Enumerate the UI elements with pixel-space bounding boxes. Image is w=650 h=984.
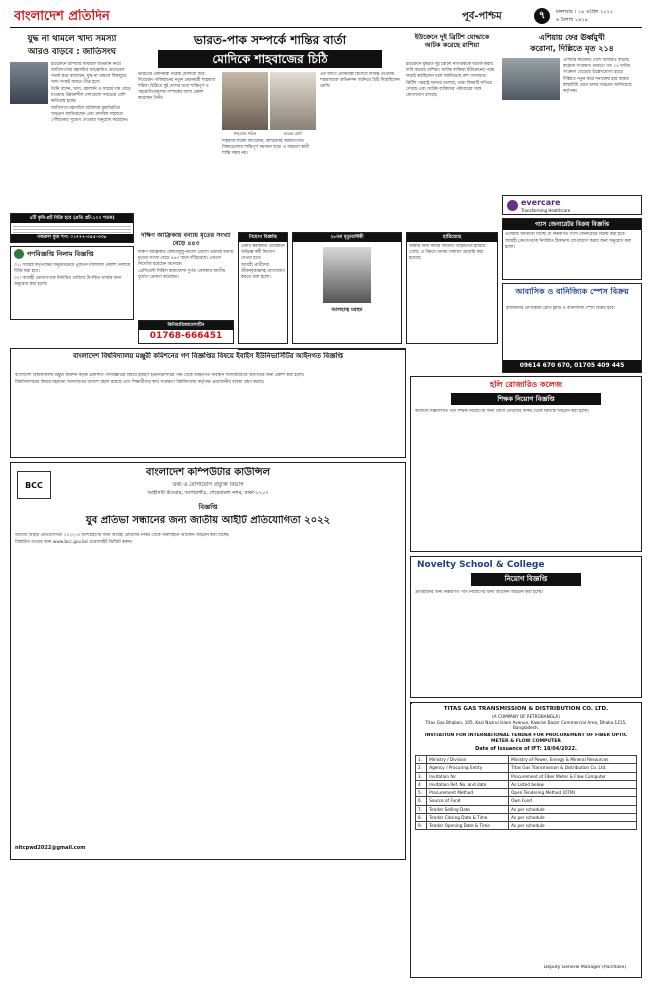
ad-ugc-notice: [10, 348, 406, 458]
ad-body: [15, 533, 401, 843]
ad-body: [14, 263, 132, 317]
table-row: [416, 789, 637, 797]
evercare-ad: [502, 195, 642, 215]
ad-title: ২৮তম মৃত্যুবার্ষিকী: [293, 233, 401, 242]
ad-name: আলহাজ্ব মরহুম: [331, 307, 363, 313]
evercare-logo-icon: [507, 200, 518, 211]
paragraph: কলেজে নিম্নলিখিত পদে শিক্ষক নিয়োগের জন্য যোগ্য প্রার্থীদের নিকট থেকে দরখাস্ত আহ্বান করা হচ্ছে।: [415, 409, 589, 414]
ad-recruitment-small: [238, 232, 288, 344]
ad-title: শিক্ষক নিয়োগ বিজ্ঞপ্তি: [451, 393, 601, 405]
table-cell: Invitation for: [427, 772, 509, 780]
paragraph: ০১। সংশ্লিষ্ট কর্তৃপক্ষের অনুমতিক্রমে পুরাতন মালামাল প্রকাশ্য নিলামে বিক্রি করা হবে।: [14, 263, 131, 274]
article-headline-line2: করোনা, দিল্লিতে মৃত ২১৪: [530, 44, 614, 53]
ad-commercial-space: [502, 283, 642, 373]
ad-court: [238, 348, 406, 350]
paragraph: আগ্রহী প্রার্থীদের জীবনবৃত্তান্তসহ যোগাযোগ করতে বলা হলো।: [241, 263, 285, 280]
ad-body: [415, 590, 637, 694]
portrait-photo: [323, 247, 371, 303]
table-cell: As Listed below: [509, 780, 637, 788]
ad-novelty: [410, 556, 642, 698]
ad-body: [506, 306, 638, 356]
tender-date: Date of Issuance of IFT: 18/04/2022.: [475, 746, 577, 752]
table-cell: Source of Fund: [427, 797, 509, 805]
article-headline: ইউক্রেনে দুই ব্রিটিশ যোদ্ধাকে আটক করেছে রাশিয়া: [414, 33, 490, 49]
ad-phone: [138, 320, 234, 344]
ad-title: বাংলাদেশ বিশ্ববিদ্যালয় মঞ্জুরী কমিশনের গণ বিজ্ঞপ্তির বিষয়ে ইবাইস ইউনিভার্সিটির আইনগত বিজ্ঞপ্তি: [72, 352, 344, 360]
ad-body: [415, 409, 637, 549]
table-cell: 4.: [416, 780, 427, 788]
article-headline: এশিয়ায় ফের ঊর্ধ্বমুখী: [539, 33, 605, 42]
ad-title: কিনিয়ারিজম্যালাটিন: [139, 321, 233, 330]
table-cell: 8.: [416, 813, 427, 821]
table-cell: Tender Opening Date & Time: [427, 822, 509, 830]
ad-body: [241, 244, 285, 342]
article-indo-pak: [138, 32, 402, 228]
modi-photo: [270, 72, 316, 130]
ad-title: গণবিজ্ঞপ্তি নিলাম বিজ্ঞপ্তি: [27, 250, 94, 258]
table-cell: Open Tendering Method (OTM): [509, 789, 637, 797]
table-row: [416, 797, 637, 805]
table-cell: As per schedule: [509, 813, 637, 821]
masthead: [10, 6, 642, 28]
signatory: Deputy General Manager (Purchase): [543, 965, 627, 970]
article-headline-line2: মোদিকে শাহবাজের চিঠি: [158, 50, 382, 68]
paragraph: বিশ্ববিদ্যালয়ের বিষয়ে মহামান্য আদালতের আদেশ বহাল রয়েছে এবং শিক্ষার্থীদের স্বার্থ সংরক্ষণে বিশ্ববিদ্যালয় কর্তৃপক্ষ প্রয়োজনীয় ব্যবস্থা গ্রহণ করছে।: [15, 380, 265, 385]
paragraph: তিনি বলেন, খাদ্য, জ্বালানি ও সারের দাম বেড়ে যাওয়ায় উন্নয়নশীল দেশগুলো সবচেয়ে বেশি ক্ষতিগ্রস্ত হচ্ছে।: [51, 87, 131, 104]
page-number: ৭: [534, 8, 550, 24]
tender-title: INVITATION FOR INTERNATIONAL TENDER FOR PROCUREMENT OF FIBER OPTIC METER & FLOW COMPUTER: [424, 733, 628, 744]
article-headline: ভারত-পাক সম্পর্কে শান্তির বার্তা: [193, 33, 347, 47]
table-cell: Tender Selling Date: [427, 805, 509, 813]
ad-title: আবাসিক ও বানিজ্যিক স্পেস বিক্রয়: [515, 287, 629, 296]
ad-phone-number: 01768-666451: [149, 331, 223, 341]
ad-contact: নজরুল ফুড শপ। ০১৭৭৭-৩৫৫-৩৩৮: [11, 234, 133, 242]
table-cell: As per schedule: [509, 822, 637, 830]
paragraph: বিস্তারিত তথ্যের জন্য www.bcc.gov.bd ওয়েবসাইট ভিজিট করুন।: [15, 540, 133, 545]
evercare-brand: evercare: [521, 198, 561, 207]
table-cell: Titas Gas Transmission & Distribution Co. Ltd.: [509, 764, 637, 772]
notice-headline: যুব প্রতিভা সন্ধানের জন্য জাতীয় আইটি প্রতিযোগিতা ২০২২: [85, 515, 331, 526]
paragraph: এর আগে প্রধানমন্ত্রী হিসেবে দায়িত্ব নেওয়ায় শাহবাজকে অভিনন্দন জানিয়ে চিঠি দিয়েছিলেন মোদি।: [320, 72, 400, 89]
paragraph: এতদ্বারা জানানো যাচ্ছে যে নিম্নবর্ণিত গ্যাস জেনারেটর বিক্রয় করা হবে।: [505, 232, 626, 237]
article-body: [406, 62, 498, 226]
ad-title: হারিয়েছে: [407, 233, 497, 242]
paragraph: ব্রিটিশ পররাষ্ট্র দফতর বলেছে, তারা বিষয়টি খতিয়ে দেখছে এবং আটক ব্যক্তিদের পরিবারের সঙ্গে যোগাযোগ রাখছে।: [406, 81, 492, 98]
paragraph: শাহবাজ শরিফ লিখেছেন, কাশ্মীরসহ অমীমাংসিত বিষয়গুলোর শান্তিপূর্ণ সমাধান ছাড়া এ অঞ্চলে স্থায়ী শান্তি সম্ভব নয়।: [222, 139, 309, 156]
ad-body: [409, 244, 495, 342]
bcc-logo: BCC: [17, 471, 51, 499]
paragraph: প্রেসিডেন্ট সিরিল রামাফোসা দুর্গত এলাকায় জাতীয় দুর্যোগ ঘোষণা করেছেন।: [138, 269, 226, 280]
paragraph: জাতিসংঘ মহাসচিব অবিলম্বে যুদ্ধবিরতির আহ্বান জানিয়েছেন এবং মানবিক সহায়তা পৌঁছানোর সুযোগ দেওয়ার অনুরোধ করেছেন।: [51, 106, 129, 123]
paragraph: আগ্রহী ক্রেতাগণকে নির্ধারিত ঠিকানায় যোগাযোগ করার জন্য অনুরোধ করা হলো।: [505, 239, 632, 250]
article-body: [138, 250, 234, 316]
tender-table: [415, 755, 637, 830]
org-address: আইসিটি টাওয়ার, আগারগাঁও, শেরেবাংলা নগর, ঢাকা-১২০৭: [147, 490, 269, 496]
table-cell: Procurement of Fiber Meter & Flow Computer: [509, 772, 637, 780]
table-cell: 6.: [416, 797, 427, 805]
ad-holy-rosary: [410, 376, 642, 552]
table-cell: Invitation Ref. No. and date: [427, 780, 509, 788]
paragraph: আমার নিজ নামীয় জাতীয় পরিচয়পত্র হারিয়ে গেছে। এ বিষয়ে থানায় সাধারণ ডায়েরি করা হয়েছে।: [409, 244, 486, 261]
org-sub: তথ্য ও যোগাযোগ প্রযুক্তি বিভাগ: [172, 482, 244, 488]
table-row: [416, 764, 637, 772]
section-name: পূর্ব-পশ্চিম: [462, 11, 502, 22]
school-name: Novelty School & College: [417, 560, 545, 570]
govt-seal-icon: [14, 249, 24, 259]
ad-phone-number: 09614 670 670, 01705 409 445: [503, 360, 641, 372]
company-sub: (A COMPANY OF PETROBANGLA): [492, 714, 560, 719]
corona-photo: [502, 58, 560, 100]
article-headline: যুদ্ধ না থামলে খাদ্য সমস্যা: [27, 34, 117, 44]
college-name: হলি রোজারিও কলেজ: [490, 380, 562, 389]
date-line-2: ৬ বৈশাখ ১৪২৯: [556, 17, 588, 23]
article-corona: [502, 32, 642, 192]
article-headline-line2: আরও বাড়বে : জাতিসংঘ: [28, 47, 116, 57]
paragraph: ০২। আগ্রহী ক্রেতাগণকে নির্ধারিত তারিখে উপস্থিত থাকার জন্য অনুরোধ করা হলো।: [14, 276, 122, 287]
table-row: [416, 813, 637, 821]
ad-title: ৫টি কৃষি-প্লট বিক্রি হবে (প্রতি প্লট-১০০ শতক): [11, 214, 133, 223]
table-cell: Ministry of Power, Energy & Mineral Resources: [509, 756, 637, 764]
company-address: Titas Gas Bhaban, 105, Kazi Nazrul Islam Avenue, Kawran Bazar Commercial Area, Dhaka-1215, Bangladesh.: [425, 720, 627, 731]
table-cell: 9.: [416, 822, 427, 830]
table-cell: Tender Closing Date & Time: [427, 813, 509, 821]
article-ukraine: [406, 32, 498, 228]
org-name: বাংলাদেশ কম্পিউটার কাউন্সিল: [145, 467, 271, 478]
table-cell: 2.: [416, 764, 427, 772]
table-cell: Procurement Method: [427, 789, 509, 797]
guterres-photo: [10, 62, 48, 104]
paragraph: ভারতের প্রধানমন্ত্রী নরেন্দ্র মোদিকে চিঠি দিয়েছেন পাকিস্তানের নতুন প্রধানমন্ত্রী শাহবাজ শরিফ। চিঠিতে দুই দেশের মধ্যে শান্তিপূর্ণ ও সহযোগিতামূলক সম্পর্কের আশা প্রকাশ করেছেন তিনি।: [138, 72, 216, 101]
photo-caption-left: শাহবাজ শরিফ: [233, 131, 257, 136]
newspaper-logo: বাংলাদেশ প্রতিদিন: [14, 9, 110, 24]
ad-missing: [406, 232, 498, 344]
table-row: [416, 772, 637, 780]
table-cell: 7.: [416, 805, 427, 813]
bcc-email: nitcpwd2022@gmail.com: [15, 845, 86, 851]
table-row: [416, 822, 637, 830]
paragraph: এশিয়ার কয়েকটি দেশে আবারও বাড়ছে করোনা সংক্রমণ। ভারতে গত ২৪ ঘণ্টায় সংক্রমণ বেড়েছে উল্লেখযোগ্য হারে।: [563, 58, 631, 75]
article-body-mid: [222, 139, 316, 223]
ad-bcc: [10, 462, 406, 860]
paragraph: বাংলাদেশ বিশ্ববিদ্যালয় মঞ্জুরী কমিশন কর্তৃক প্রকাশিত গণবিজ্ঞপ্তির বিষয়ে ইবাইস ইউনিভার্সিটির পক্ষ থেকে আইনগত অবস্থান সর্বসাধারণের অবগতির জন্য প্রকাশ করা হলো।: [15, 373, 305, 378]
ad-land-sale: [10, 213, 134, 243]
paragraph: দিল্লিতে নতুন করে শনাক্তের হার বাড়ায় স্বাস্থ্যবিধি মেনে চলার আহ্বান জানিয়েছে কর্তৃপক্ষ।: [563, 77, 632, 94]
table-row: [416, 805, 637, 813]
ad-title: নিয়োগ বিজ্ঞপ্তি: [471, 573, 581, 586]
article-body: [51, 62, 134, 207]
table-row: [416, 780, 637, 788]
table-cell: Agency / Procuring Entity: [427, 764, 509, 772]
paragraph: একটি স্বনামধন্য প্রতিষ্ঠানে অভিজ্ঞ কর্মী নিয়োগ দেওয়া হবে।: [241, 244, 285, 261]
notice-label: বিজ্ঞপ্তি: [198, 503, 218, 511]
photo-caption-right: নরেন্দ্র মোদি: [283, 131, 303, 136]
paragraph: ইউক্রেনে যুদ্ধরত দুই ব্রিটিশ নাগরিককে আটক করার দাবি করেছে রাশিয়া। আটক ব্যক্তিরা ইউক্রেনের পক্ষে লড়াই করছিলেন বলে জানিয়েছে রুশ গণমাধ্যম।: [406, 62, 495, 79]
paragraph: রাজধানীর প্রাণকেন্দ্রে রেডি ফ্ল্যাট ও বানিজ্যিক স্পেস বিক্রয় হবে।: [506, 306, 615, 311]
table-cell: Ministry / Division: [427, 756, 509, 764]
article-headline: দক্ষিণ আফ্রিকায় বন্যায় মৃতের সংখ্যা বেড়ে ৪৪৩: [141, 232, 231, 247]
evercare-tagline: Transforming Healthcare: [521, 208, 571, 213]
table-cell: Own Fund: [509, 797, 637, 805]
company-name: TITAS GAS TRANSMISSION & DISTRIBUTION CO. LTD.: [443, 706, 609, 712]
paragraph: দক্ষিণ আফ্রিকার কোয়াজুলু-নাটাল প্রদেশে ভয়াবহ বন্যায় মৃতের সংখ্যা বেড়ে ৪৪৩ জনে দাঁড়িয়েছে। এখনো নিখোঁজ রয়েছেন অনেকে।: [138, 250, 234, 267]
article-body-left: [138, 72, 218, 222]
article-body: [563, 58, 642, 190]
table-cell: 3.: [416, 772, 427, 780]
ad-auction: [10, 246, 134, 320]
table-cell: 5.: [416, 789, 427, 797]
ad-titas-tender: [410, 702, 642, 978]
ad-body: [15, 373, 401, 455]
table-row: [416, 756, 637, 764]
ad-body: [505, 232, 639, 278]
ad-body: [13, 224, 131, 234]
paragraph: ইউক্রেনে রাশিয়ার সামরিক অভিযান নিয়ে জাতিসংঘের মহাসচিব আন্তোনিও গুতেরেস সতর্ক করে বলেছেন, যুদ্ধ না থামলে বিশ্বজুড়ে খাদ্য সংকট আরও তীব্র হবে।: [51, 62, 127, 85]
ad-title: নিয়োগ বিজ্ঞপ্তি: [239, 233, 287, 242]
table-cell: As per schedule: [509, 805, 637, 813]
table-cell: 1.: [416, 756, 427, 764]
article-south-africa: [138, 232, 234, 318]
date-line: মঙ্গলবার । ১৯ এপ্রিল ২০২২: [556, 9, 614, 15]
paragraph: জাতীয় আইটি প্রতিযোগিতা ২০২২-এ অংশগ্রহণের জন্য আগ্রহী প্রার্থীদের নিকট থেকে অনলাইনে আবেদন আহ্বান করা যাচ্ছে।: [15, 533, 230, 538]
article-guterres: [10, 32, 134, 210]
article-body-right: [320, 72, 402, 222]
paragraph: প্রতিষ্ঠানের জন্য নিম্নবর্ণিত পদে নিয়োগের জন্য আবেদন আহ্বান করা হচ্ছে।: [415, 590, 543, 595]
ad-obituary: [292, 232, 402, 344]
ad-gas-generator: [502, 218, 642, 280]
ad-title: গ্যাস জেনারেটর বিক্রয় বিজ্ঞপ্তি: [503, 219, 641, 230]
shehbaz-photo: [222, 72, 268, 130]
